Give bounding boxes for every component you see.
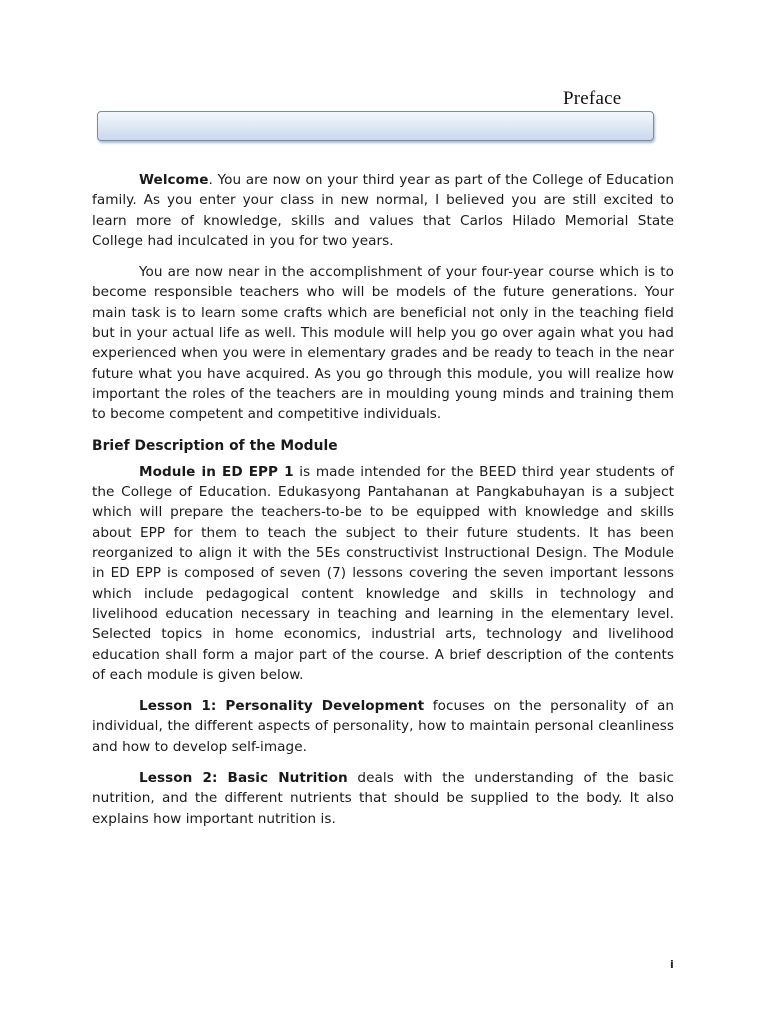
welcome-paragraph <box>92 170 674 251</box>
lesson-text: focuses on the personality of an individual, the different aspects of personality, how to maintain personal cleanliness and how to develop self-image. <box>92 698 674 755</box>
lesson-title: Lesson 2: Basic Nutrition <box>139 770 348 787</box>
page-title: Preface <box>563 88 622 109</box>
welcome-lead: Welcome <box>139 172 209 188</box>
page-number: i <box>670 958 674 971</box>
lesson-paragraph <box>92 768 674 829</box>
welcome-text: . You are now on your third year as part of the College of Education family. As you enter your class in new normal, I believed you are still excited to learn more of knowledge, skills and values that Carlos Hilado Memorial State College had inculcated in you for two years. <box>92 172 674 249</box>
section-heading: Brief Description of the Module <box>92 437 338 454</box>
lesson-text: deals with the understanding of the basic nutrition, and the different nutrients that should be supplied to the body. It also explains how important nutrition is. <box>92 770 675 827</box>
module-text: is made intended for the BEED third year students of the College of Education. Edukasyong Pantahanan at Pangkabuhayan is a subject which will prepare the teachers-to-be to be equipped with knowledge and skills about EPP for them to teach the subject to their future students. It has been reorganized to align it with the 5Es constructivist Instructional Design. The Module in ED EPP is composed of seven (7) lessons covering the seven important lessons which include pedagogical content knowledge and skills in technology and livelihood education necessary in teaching and learning in the elementary level. Selected topics in home economics, industrial arts, technology and livelihood education shall form a major part of the course. A brief description of the contents of each module is given below. <box>92 463 675 683</box>
lesson-title: Lesson 1: Personality Development <box>139 698 425 715</box>
module-description-paragraph <box>92 462 674 685</box>
title-banner-bar <box>97 111 654 141</box>
lesson-paragraph <box>92 696 674 757</box>
module-lead: Module in ED EPP 1 <box>139 463 294 480</box>
document-body <box>92 170 674 840</box>
intro-paragraph: You are now near in the accomplishment of your four-year course which is to become responsible teachers who will be models of the future generations. Your main task is to learn some crafts which are beneficial not only in the teaching field but in your actual life as well. This module will help you go over again what you had experienced when you were in elementary grades and be ready to teach in the near future what you have acquired. As you go through this module, you will realize how important the roles of the teachers are in moulding young minds and training them to become competent and competitive individuals. <box>92 264 674 423</box>
